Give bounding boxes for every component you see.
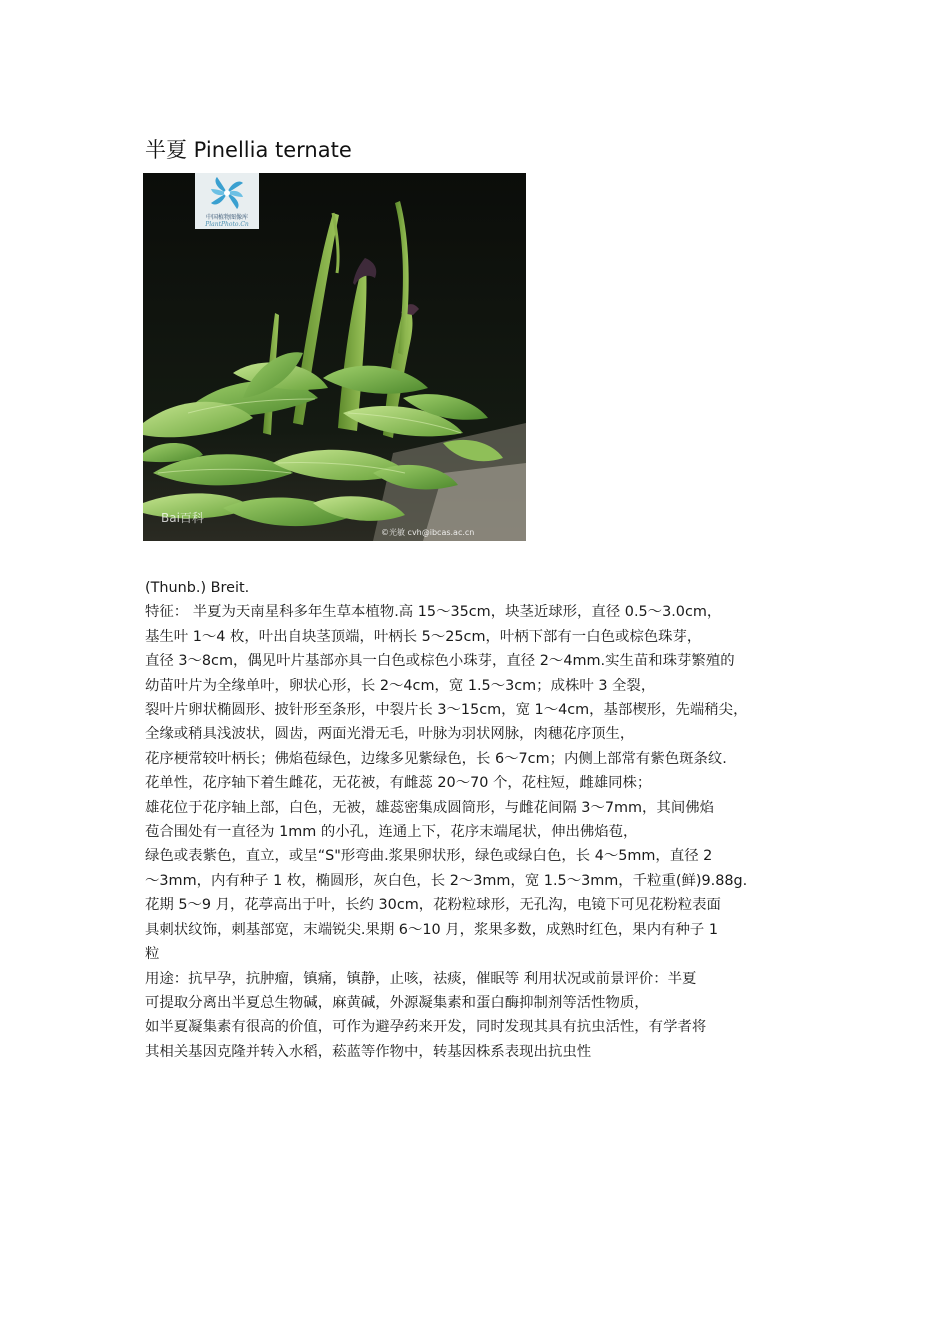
text-line: 雄花位于花序轴上部，白色，无被，雄蕊密集成圆筒形，与雌花间隔 3～7mm，其间佛焰 [145, 799, 714, 816]
text-line: 具刺状纹饰，刺基部宽，末端锐尖.果期 6～10 月，浆果多数，成熟时红色，果内有种子 1 [145, 921, 718, 938]
text-line: ～3mm，内有种子 1 枚，椭圆形，灰白色，长 2～3mm，宽 1.5～3mm，千粒重(鲜)9.88g. [145, 872, 748, 889]
text-line: 可提取分离出半夏总生物碱，麻黄碱，外源凝集素和蛋白酶抑制剂等活性物质， [145, 994, 649, 1011]
text-line: 特征： 半夏为天南星科多年生草本植物.高 15～35cm，块茎近球形，直径 0.5～3.0cm， [145, 604, 722, 621]
logo-badge [195, 173, 259, 229]
logo-subtext: PlantPhoto.Cn [205, 221, 249, 228]
text-line: 其相关基因克隆并转入水稻，菘蓝等作物中，转基因株系表现出抗虫性 [145, 1043, 592, 1060]
watermark-left: Bai百科 [161, 511, 204, 525]
pinwheel-logo-icon [195, 173, 259, 213]
text-line: 花单性，花序轴下着生雌花，无花被，有雌蕊 20～70 个，花柱短，雌雄同株； [145, 775, 652, 792]
text-line: 幼苗叶片为全缘单叶，卵状心形，长 2～4cm，宽 1.5～3cm；成株叶 3 全裂， [145, 677, 656, 694]
text-line: 裂叶片卵状椭圆形、披针形至条形，中裂片长 3～15cm，宽 1～4cm，基部楔形，先端稍尖， [145, 702, 748, 719]
text-line: 全缘或稍具浅波状，圆齿，两面光滑无毛，叶脉为羽状网脉，肉穗花序顶生， [145, 726, 635, 743]
text-line: (Thunb.) Breit. [145, 580, 250, 596]
text-line: 直径 3～8cm，偶见叶片基部亦具一白色或棕色小珠芽，直径 2～4mm.实生苗和珠芽繁殖的 [145, 653, 735, 670]
text-line: 苞合围处有一直径为 1mm 的小孔，连通上下，花序末端尾状，伸出佛焰苞， [145, 824, 638, 841]
plant-photo [143, 173, 526, 541]
description-text [145, 576, 825, 1064]
watermark-right: ©光敏 cvh@ibcas.ac.cn [381, 528, 475, 537]
text-line: 花序梗常较叶柄长；佛焰苞绿色，边缘多见紫绿色，长 6～7cm；内侧上部常有紫色斑条纹. [145, 750, 727, 767]
logo-text: 中国植物图像库 [205, 214, 248, 221]
text-line: 绿色或表紫色，直立，或呈“S"形弯曲.浆果卵状形，绿色或绿白色，长 4～5mm，直径 2 [145, 848, 713, 865]
text-line: 用途：抗早孕，抗肿瘤，镇痛，镇静，止咳，祛痰，催眠等 利用状况或前景评价：半夏 [145, 970, 697, 987]
text-line: 粒 [145, 946, 160, 963]
text-line: 基生叶 1～4 枚，叶出自块茎顶端，叶柄长 5～25cm，叶柄下部有一白色或棕色珠芽， [145, 628, 702, 645]
text-line: 如半夏凝集素有很高的价值，可作为避孕药来开发，同时发现其具有抗虫活性，有学者将 [145, 1019, 707, 1036]
text-line: 花期 5～9 月，花葶高出于叶，长约 30cm，花粉粒球形，无孔沟，电镜下可见花粉粒表面 [145, 897, 721, 914]
page-title: 半夏 Pinellia ternate [145, 138, 352, 162]
